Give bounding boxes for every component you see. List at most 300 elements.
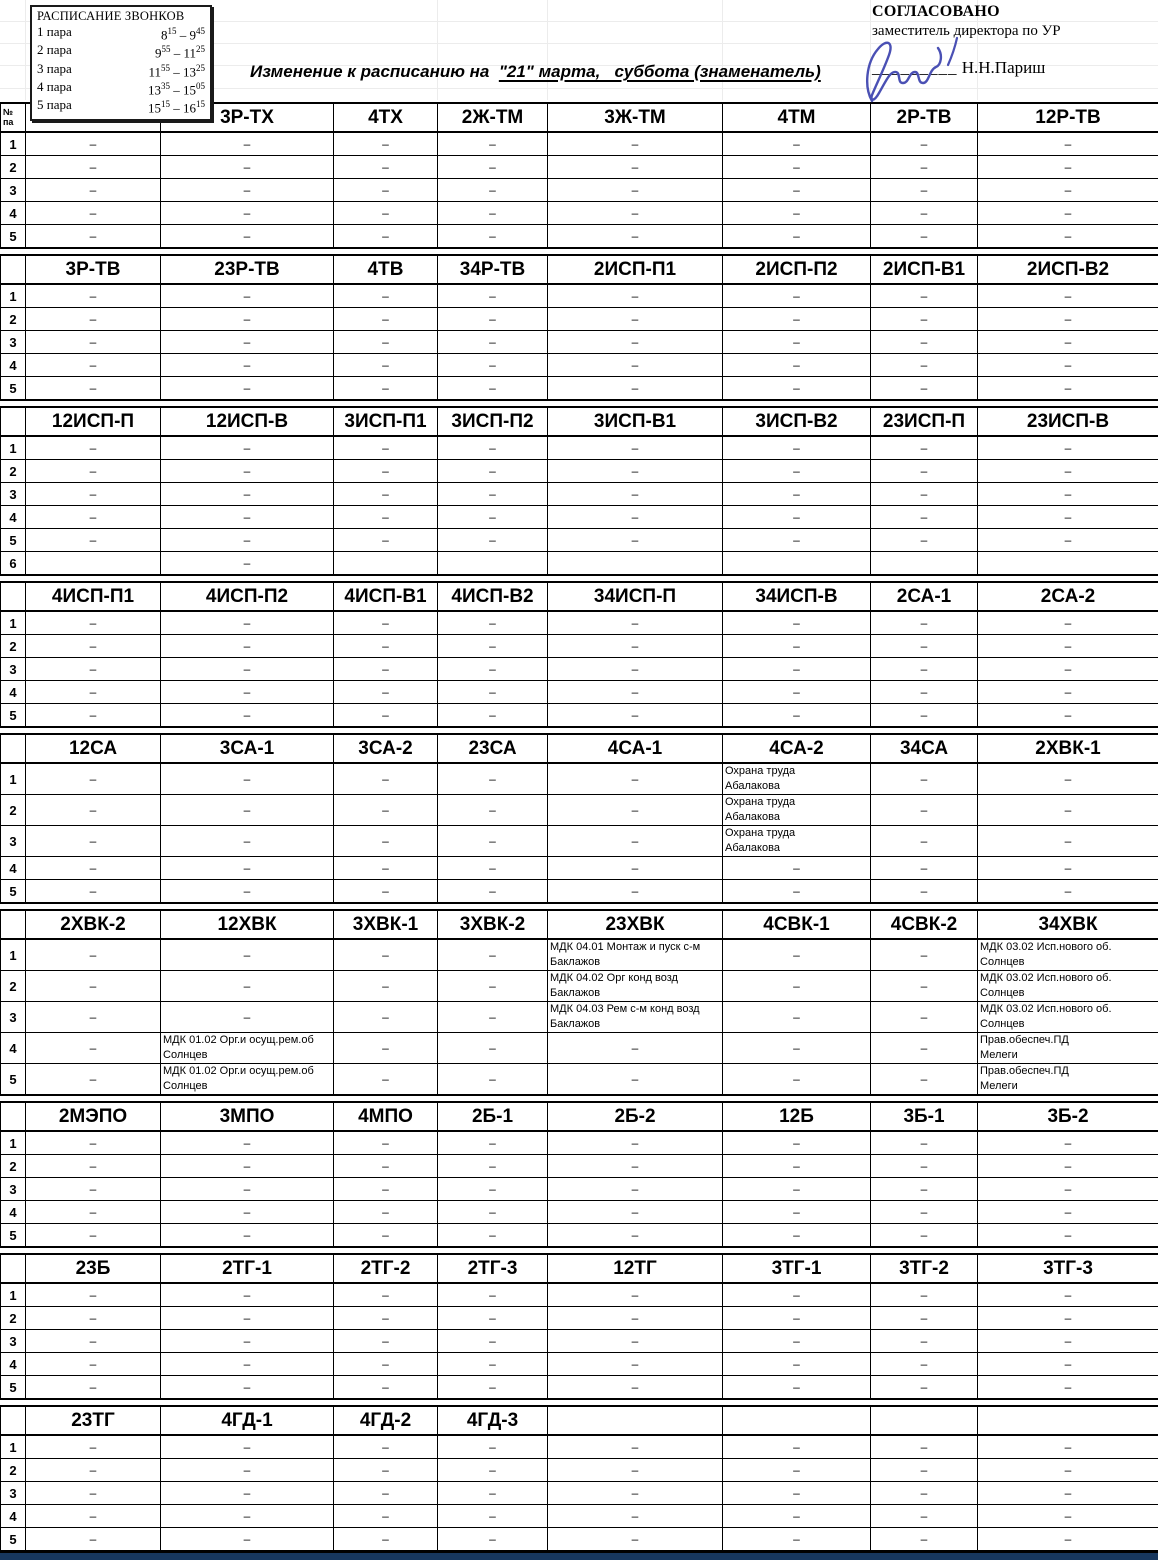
lesson-subject: МДК 04.02 Орг конд возд bbox=[550, 972, 678, 984]
schedule-cell: – bbox=[978, 1528, 1158, 1552]
row-number-column-header bbox=[1, 407, 26, 436]
schedule-cell: – bbox=[26, 1283, 161, 1307]
schedule-cell: – bbox=[161, 1353, 334, 1376]
schedule-cell: – bbox=[26, 225, 161, 249]
schedule-cell: – bbox=[978, 156, 1158, 179]
schedule-row bbox=[1, 225, 1158, 249]
schedule-cell: – bbox=[334, 880, 438, 904]
lesson-teacher: Солнцев bbox=[163, 1080, 208, 1092]
schedule-cell: – bbox=[723, 1178, 871, 1201]
lesson-subject: Охрана труда bbox=[725, 827, 796, 839]
schedule-cell: – bbox=[723, 354, 871, 377]
schedule-cell: – bbox=[26, 1459, 161, 1482]
schedule-block-4 bbox=[0, 581, 1158, 728]
schedule-row bbox=[1, 1505, 1158, 1528]
group-header: 3ТГ-1 bbox=[723, 1254, 871, 1283]
schedule-cell: – bbox=[871, 795, 978, 826]
schedule-cell: – bbox=[978, 1330, 1158, 1353]
schedule-cell bbox=[978, 552, 1158, 576]
schedule-cell: – bbox=[161, 552, 334, 576]
schedule-cell: – bbox=[26, 971, 161, 1002]
schedule-cell: – bbox=[26, 826, 161, 857]
schedule-cell: – bbox=[26, 1307, 161, 1330]
schedule-cell bbox=[334, 552, 438, 576]
schedule-cell: – bbox=[723, 377, 871, 401]
group-header: 4СА-2 bbox=[723, 734, 871, 763]
schedule-row bbox=[1, 284, 1158, 308]
schedule-cell: – bbox=[334, 1178, 438, 1201]
row-number: 1 bbox=[1, 611, 26, 635]
group-header: 2ТГ-3 bbox=[438, 1254, 548, 1283]
lesson-subject: Прав.обеспеч.ПД bbox=[980, 1065, 1069, 1077]
schedule-cell: – bbox=[26, 132, 161, 156]
row-number: 1 bbox=[1, 939, 26, 971]
row-number-column-header bbox=[1, 734, 26, 763]
excel-gridline bbox=[25, 0, 26, 100]
group-header: 23ТГ bbox=[26, 1406, 161, 1435]
schedule-row bbox=[1, 506, 1158, 529]
row-number: 3 bbox=[1, 1178, 26, 1201]
schedule-cell: – bbox=[548, 795, 723, 826]
schedule-cell: – bbox=[438, 857, 548, 880]
row-number: 5 bbox=[1, 704, 26, 728]
group-header: 23Б bbox=[26, 1254, 161, 1283]
schedule-cell: – bbox=[978, 1459, 1158, 1482]
schedule-cell: – bbox=[871, 1505, 978, 1528]
schedule-row bbox=[1, 1201, 1158, 1224]
schedule-cell: – bbox=[334, 1376, 438, 1400]
schedule-cell: – bbox=[871, 1201, 978, 1224]
row-number: 3 bbox=[1, 658, 26, 681]
group-header: 34ИСП-П bbox=[548, 582, 723, 611]
schedule-cell: – bbox=[26, 529, 161, 552]
schedule-cell: – bbox=[548, 1376, 723, 1400]
schedule-cell: – bbox=[334, 179, 438, 202]
schedule-cell: – bbox=[723, 506, 871, 529]
lesson-teacher: Баклажов bbox=[550, 987, 601, 999]
schedule-cell: – bbox=[871, 179, 978, 202]
excel-gridline bbox=[870, 0, 871, 100]
schedule-cell bbox=[723, 552, 871, 576]
schedule-cell: – bbox=[978, 1155, 1158, 1178]
schedule-cell: – bbox=[548, 529, 723, 552]
lesson-cell bbox=[723, 795, 871, 826]
schedule-cell: – bbox=[978, 506, 1158, 529]
schedule-block-5 bbox=[0, 733, 1158, 904]
schedule-cell: – bbox=[548, 1307, 723, 1330]
schedule-cell: – bbox=[334, 857, 438, 880]
group-header: 3ХВК-1 bbox=[334, 910, 438, 939]
schedule-row bbox=[1, 939, 1158, 971]
row-number-column-header bbox=[1, 910, 26, 939]
schedule-cell: – bbox=[161, 795, 334, 826]
schedule-cell: – bbox=[871, 681, 978, 704]
schedule-cell: – bbox=[161, 377, 334, 401]
approval-block bbox=[872, 3, 1061, 78]
lesson-teacher: Солнцев bbox=[980, 987, 1025, 999]
schedule-cell: – bbox=[334, 132, 438, 156]
schedule-cell: – bbox=[161, 1201, 334, 1224]
schedule-cell: – bbox=[334, 763, 438, 795]
schedule-cell: – bbox=[334, 1131, 438, 1155]
group-header: 3ТГ-3 bbox=[978, 1254, 1158, 1283]
group-header: 4ИСП-В2 bbox=[438, 582, 548, 611]
schedule-cell: – bbox=[334, 308, 438, 331]
group-header: 34ИСП-В bbox=[723, 582, 871, 611]
schedule-cell: – bbox=[978, 308, 1158, 331]
schedule-row bbox=[1, 179, 1158, 202]
group-header: 4ТМ bbox=[723, 103, 871, 132]
schedule-cell: – bbox=[978, 529, 1158, 552]
schedule-cell: – bbox=[548, 225, 723, 249]
schedule-row bbox=[1, 880, 1158, 904]
group-header: 4СА-1 bbox=[548, 734, 723, 763]
schedule-row bbox=[1, 308, 1158, 331]
schedule-cell: – bbox=[871, 436, 978, 460]
group-header: 3ИСП-П2 bbox=[438, 407, 548, 436]
schedule-cell: – bbox=[871, 1376, 978, 1400]
schedule-cell: – bbox=[26, 284, 161, 308]
schedule-cell: – bbox=[978, 354, 1158, 377]
schedule-row bbox=[1, 1002, 1158, 1033]
schedule-cell: – bbox=[871, 156, 978, 179]
row-number-column-header: № па bbox=[1, 103, 26, 132]
schedule-cell: – bbox=[723, 308, 871, 331]
schedule-cell: – bbox=[723, 1307, 871, 1330]
group-header: 4ГД-1 bbox=[161, 1406, 334, 1435]
row-number: 4 bbox=[1, 857, 26, 880]
schedule-cell: – bbox=[334, 1307, 438, 1330]
schedule-cell: – bbox=[26, 611, 161, 635]
group-header: 2ХВК-2 bbox=[26, 910, 161, 939]
schedule-cell: – bbox=[438, 880, 548, 904]
schedule-cell: – bbox=[548, 202, 723, 225]
schedule-row bbox=[1, 331, 1158, 354]
schedule-cell: – bbox=[438, 1131, 548, 1155]
lesson-cell bbox=[548, 1002, 723, 1033]
lesson-cell bbox=[978, 1002, 1158, 1033]
schedule-cell: – bbox=[438, 1376, 548, 1400]
schedule-cell: – bbox=[871, 1178, 978, 1201]
schedule-row bbox=[1, 377, 1158, 401]
schedule-row bbox=[1, 552, 1158, 576]
schedule-cell: – bbox=[438, 1330, 548, 1353]
schedule-row bbox=[1, 1435, 1158, 1459]
lesson-subject: МДК 04.03 Рем с-м конд возд bbox=[550, 1003, 700, 1015]
schedule-row bbox=[1, 529, 1158, 552]
schedule-cell: – bbox=[723, 939, 871, 971]
schedule-cell: – bbox=[334, 681, 438, 704]
schedule-cell: – bbox=[871, 1528, 978, 1552]
schedule-cell: – bbox=[161, 763, 334, 795]
row-number: 2 bbox=[1, 1155, 26, 1178]
schedule-cell: – bbox=[723, 857, 871, 880]
group-header bbox=[871, 1406, 978, 1435]
group-header: 2Б-2 bbox=[548, 1102, 723, 1131]
schedule-cell: – bbox=[26, 635, 161, 658]
group-header: 2ТГ-2 bbox=[334, 1254, 438, 1283]
group-header: 2СА-2 bbox=[978, 582, 1158, 611]
group-header: 2Р-ТВ bbox=[871, 103, 978, 132]
schedule-cell: – bbox=[978, 658, 1158, 681]
schedule-cell: – bbox=[871, 763, 978, 795]
group-header: 4СВК-2 bbox=[871, 910, 978, 939]
schedule-row bbox=[1, 1459, 1158, 1482]
schedule-cell: – bbox=[723, 1353, 871, 1376]
row-number: 4 bbox=[1, 681, 26, 704]
schedule-cell: – bbox=[978, 704, 1158, 728]
schedule-cell: – bbox=[161, 1002, 334, 1033]
row-number: 4 bbox=[1, 1505, 26, 1528]
schedule-cell: – bbox=[438, 826, 548, 857]
group-header: 2Ж-ТМ bbox=[438, 103, 548, 132]
schedule-row bbox=[1, 460, 1158, 483]
group-header bbox=[548, 1406, 723, 1435]
schedule-block-9 bbox=[0, 1405, 1158, 1553]
schedule-cell: – bbox=[871, 308, 978, 331]
schedule-cell: – bbox=[438, 1064, 548, 1096]
schedule-cell: – bbox=[548, 1064, 723, 1096]
schedule-cell: – bbox=[26, 1131, 161, 1155]
lesson-teacher: Абалакова bbox=[725, 842, 780, 854]
schedule-cell: – bbox=[26, 354, 161, 377]
schedule-cell: – bbox=[871, 506, 978, 529]
group-header: 12СА bbox=[26, 734, 161, 763]
row-number: 5 bbox=[1, 880, 26, 904]
lesson-cell bbox=[723, 826, 871, 857]
group-header: 2ИСП-В2 bbox=[978, 255, 1158, 284]
schedule-cell: – bbox=[334, 1064, 438, 1096]
schedule-cell: – bbox=[438, 1178, 548, 1201]
schedule-cell: – bbox=[334, 506, 438, 529]
schedule-cell: – bbox=[871, 1033, 978, 1064]
schedule-cell: – bbox=[438, 202, 548, 225]
group-header: 2ХВК-1 bbox=[978, 734, 1158, 763]
schedule-row bbox=[1, 1330, 1158, 1353]
schedule-cell: – bbox=[548, 1131, 723, 1155]
schedule-cell: – bbox=[334, 1201, 438, 1224]
schedule-row bbox=[1, 681, 1158, 704]
schedule-cell: – bbox=[26, 331, 161, 354]
schedule-cell: – bbox=[26, 763, 161, 795]
lesson-subject: МДК 04.01 Монтаж и пуск с-м bbox=[550, 941, 701, 953]
schedule-cell: – bbox=[871, 1155, 978, 1178]
schedule-cell: – bbox=[978, 1178, 1158, 1201]
schedule-cell: – bbox=[161, 1155, 334, 1178]
schedule-cell: – bbox=[26, 1002, 161, 1033]
row-number: 1 bbox=[1, 1283, 26, 1307]
signature-row bbox=[872, 58, 1061, 78]
schedule-cell: – bbox=[161, 225, 334, 249]
row-number-column-header bbox=[1, 255, 26, 284]
schedule-cell: – bbox=[871, 1224, 978, 1248]
schedule-cell: – bbox=[871, 483, 978, 506]
schedule-cell: – bbox=[438, 529, 548, 552]
schedule-cell: – bbox=[161, 611, 334, 635]
group-header: 4ГД-2 bbox=[334, 1406, 438, 1435]
schedule-cell: – bbox=[334, 1283, 438, 1307]
lesson-subject: МДК 01.02 Орг.и осущ.рем.об bbox=[163, 1065, 314, 1077]
schedule-cell: – bbox=[723, 971, 871, 1002]
schedule-cell: – bbox=[26, 436, 161, 460]
schedule-cell: – bbox=[161, 506, 334, 529]
row-number: 1 bbox=[1, 1131, 26, 1155]
row-number: 3 bbox=[1, 483, 26, 506]
schedule-cell: – bbox=[548, 611, 723, 635]
schedule-cell: – bbox=[26, 1376, 161, 1400]
group-header: 3СА-1 bbox=[161, 734, 334, 763]
row-number: 3 bbox=[1, 826, 26, 857]
approval-role: заместитель директора по УР bbox=[872, 23, 1061, 39]
schedule-cell: – bbox=[26, 658, 161, 681]
row-number-column-header bbox=[1, 1406, 26, 1435]
schedule-cell: – bbox=[978, 132, 1158, 156]
excel-gridline bbox=[547, 0, 548, 100]
schedule-cell: – bbox=[723, 284, 871, 308]
schedule-row bbox=[1, 156, 1158, 179]
group-header: 23ИСП-П bbox=[871, 407, 978, 436]
schedule-cell: – bbox=[723, 1064, 871, 1096]
schedule-cell: – bbox=[723, 1505, 871, 1528]
schedule-cell: – bbox=[334, 795, 438, 826]
schedule-cell: – bbox=[438, 436, 548, 460]
group-header: 3ИСП-В1 bbox=[548, 407, 723, 436]
schedule-row bbox=[1, 795, 1158, 826]
bell-schedule-row: 2 пара $9^{55} - 11^{25}$ bbox=[37, 42, 205, 61]
schedule-cell: – bbox=[978, 1353, 1158, 1376]
schedule-cell: – bbox=[161, 529, 334, 552]
schedule-cell: – bbox=[334, 483, 438, 506]
group-header bbox=[723, 1406, 871, 1435]
schedule-cell: – bbox=[161, 704, 334, 728]
schedule-cell: – bbox=[723, 658, 871, 681]
lesson-subject: Охрана труда bbox=[725, 765, 796, 777]
schedule-cell: – bbox=[26, 377, 161, 401]
excel-gridline bbox=[437, 0, 438, 100]
schedule-cell: – bbox=[871, 826, 978, 857]
group-header: 4ТХ bbox=[334, 103, 438, 132]
schedule-cell: – bbox=[723, 1435, 871, 1459]
schedule-cell: – bbox=[723, 611, 871, 635]
group-header: 4ИСП-П2 bbox=[161, 582, 334, 611]
schedule-cell: – bbox=[871, 658, 978, 681]
schedule-cell: – bbox=[978, 795, 1158, 826]
row-number: 4 bbox=[1, 354, 26, 377]
schedule-cell: – bbox=[26, 506, 161, 529]
schedule-cell: – bbox=[548, 1505, 723, 1528]
row-number: 5 bbox=[1, 225, 26, 249]
group-header: 34СА bbox=[871, 734, 978, 763]
schedule-cell bbox=[871, 552, 978, 576]
schedule-cell: – bbox=[438, 971, 548, 1002]
schedule-cell: – bbox=[161, 1505, 334, 1528]
schedule-cell: – bbox=[978, 202, 1158, 225]
schedule-cell: – bbox=[548, 880, 723, 904]
schedule-cell: – bbox=[978, 436, 1158, 460]
row-number-column-header bbox=[1, 1102, 26, 1131]
schedule-cell: – bbox=[334, 1353, 438, 1376]
lesson-teacher: Солнцев bbox=[980, 1018, 1025, 1030]
row-number: 4 bbox=[1, 202, 26, 225]
group-header: 4СВК-1 bbox=[723, 910, 871, 939]
schedule-cell: – bbox=[978, 1505, 1158, 1528]
schedule-cell: – bbox=[334, 1435, 438, 1459]
group-header: 3ИСП-П1 bbox=[334, 407, 438, 436]
schedule-cell: – bbox=[438, 1155, 548, 1178]
lesson-teacher: Мелеги bbox=[980, 1049, 1018, 1061]
schedule-cell: – bbox=[26, 483, 161, 506]
row-number: 5 bbox=[1, 1224, 26, 1248]
row-number: 6 bbox=[1, 552, 26, 576]
schedule-cell: – bbox=[438, 460, 548, 483]
schedule-row bbox=[1, 1307, 1158, 1330]
schedule-cell: – bbox=[334, 1155, 438, 1178]
page-title bbox=[250, 62, 821, 82]
schedule-cell: – bbox=[161, 635, 334, 658]
group-header: 23ХВК bbox=[548, 910, 723, 939]
schedule-cell: – bbox=[161, 331, 334, 354]
schedule-cell: – bbox=[438, 308, 548, 331]
schedule-row bbox=[1, 1528, 1158, 1552]
schedule-cell: – bbox=[438, 939, 548, 971]
schedule-cell: – bbox=[334, 1033, 438, 1064]
schedule-cell: – bbox=[161, 1459, 334, 1482]
schedule-cell: – bbox=[438, 225, 548, 249]
schedule-cell: – bbox=[548, 1353, 723, 1376]
schedule-row bbox=[1, 611, 1158, 635]
schedule-cell: – bbox=[871, 939, 978, 971]
schedule-cell: – bbox=[548, 1155, 723, 1178]
lesson-subject: МДК 03.02 Исп.нового об. bbox=[980, 1003, 1112, 1015]
schedule-cell: – bbox=[161, 880, 334, 904]
row-number: 5 bbox=[1, 1064, 26, 1096]
row-number: 1 bbox=[1, 1435, 26, 1459]
schedule-cell: – bbox=[161, 971, 334, 1002]
row-number: 5 bbox=[1, 1376, 26, 1400]
schedule-cell: – bbox=[334, 202, 438, 225]
schedule-cell: – bbox=[26, 1528, 161, 1552]
schedule-cell: – bbox=[438, 1307, 548, 1330]
lesson-cell bbox=[548, 971, 723, 1002]
row-number: 3 bbox=[1, 1002, 26, 1033]
schedule-cell: – bbox=[548, 826, 723, 857]
schedule-cell: – bbox=[548, 1033, 723, 1064]
row-number: 2 bbox=[1, 1459, 26, 1482]
schedule-cell: – bbox=[723, 436, 871, 460]
schedule-cell: – bbox=[723, 225, 871, 249]
schedule-cell: – bbox=[548, 483, 723, 506]
schedule-cell: – bbox=[334, 529, 438, 552]
schedule-row bbox=[1, 1376, 1158, 1400]
schedule-cell: – bbox=[723, 179, 871, 202]
schedule-cell: – bbox=[548, 156, 723, 179]
schedule-cell: – bbox=[723, 1459, 871, 1482]
schedule-row bbox=[1, 826, 1158, 857]
schedule-cell: – bbox=[26, 681, 161, 704]
schedule-cell: – bbox=[723, 704, 871, 728]
schedule-cell: – bbox=[334, 1224, 438, 1248]
lesson-cell bbox=[978, 1064, 1158, 1096]
schedule-cell: – bbox=[161, 308, 334, 331]
schedule-cell: – bbox=[334, 704, 438, 728]
schedule-cell: – bbox=[548, 460, 723, 483]
bell-schedule-row: 3 пара $11^{55} - 13^{25}$ bbox=[37, 60, 205, 79]
bell-schedule-title: РАСПИСАНИЕ ЗВОНКОВ bbox=[37, 9, 185, 23]
schedule-cell: – bbox=[161, 156, 334, 179]
schedule-cell: – bbox=[723, 202, 871, 225]
schedule-tables bbox=[0, 102, 1158, 1553]
schedule-cell: – bbox=[438, 763, 548, 795]
